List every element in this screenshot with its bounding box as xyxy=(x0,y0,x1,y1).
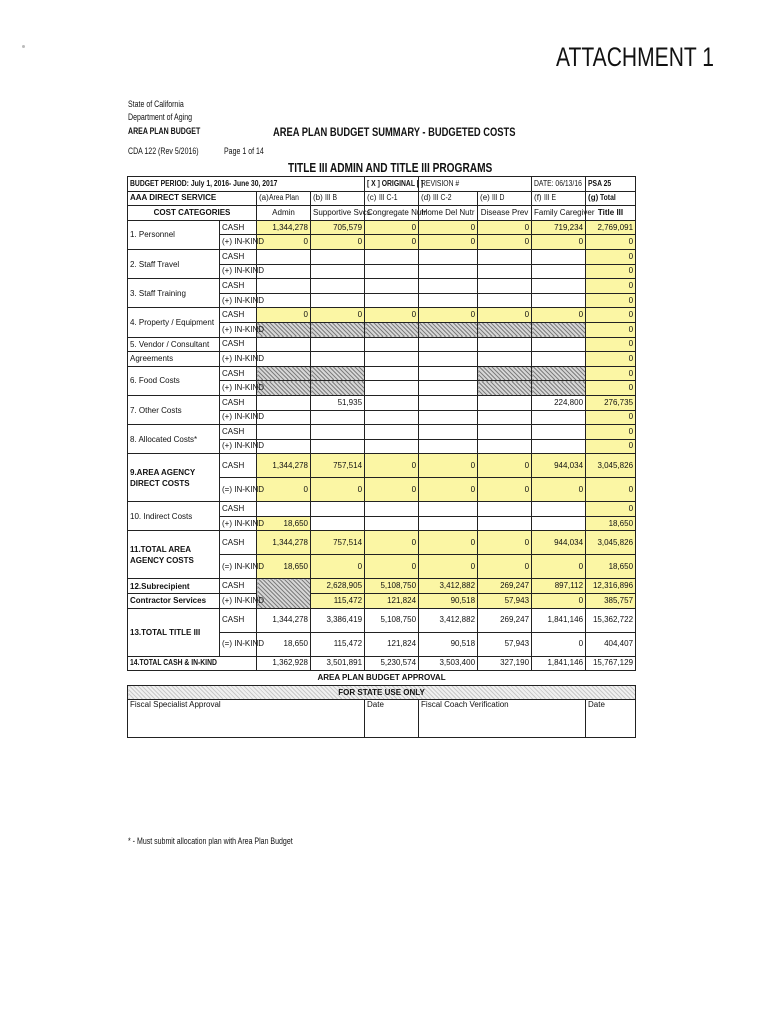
cell: 0 xyxy=(478,235,532,250)
col-f-header: (f) III E xyxy=(532,191,586,206)
cell: 15,362,722 xyxy=(586,608,636,632)
shaded-cell xyxy=(257,381,311,396)
cell: 57,943 xyxy=(478,594,532,609)
row-label-total-title3: 13.TOTAL TITLE III xyxy=(128,608,220,656)
date-field-2[interactable]: Date xyxy=(586,700,636,738)
row-label-subrecipient-2: Contractor Services xyxy=(128,594,220,609)
cell: 1,841,146 xyxy=(532,608,586,632)
cell: 0 xyxy=(478,531,532,555)
cell xyxy=(419,410,478,425)
cell xyxy=(257,264,311,279)
cell xyxy=(257,425,311,440)
cell xyxy=(365,366,419,381)
cell xyxy=(311,264,365,279)
inkind-label: (+) IN-KIND xyxy=(220,381,257,396)
cell xyxy=(532,249,586,264)
row-label-other: 7. Other Costs xyxy=(128,395,220,424)
row-subrecipient-cash xyxy=(128,579,636,594)
cell xyxy=(257,502,311,517)
cell: 0 xyxy=(586,439,636,454)
cell: 5,108,750 xyxy=(365,608,419,632)
cell xyxy=(257,249,311,264)
cell xyxy=(419,366,478,381)
cell xyxy=(257,395,311,410)
cell: 3,503,400 xyxy=(419,656,478,671)
cell: 224,800 xyxy=(532,395,586,410)
cell: 0 xyxy=(365,454,419,478)
cell: 3,412,882 xyxy=(419,608,478,632)
cell: 0 xyxy=(478,478,532,502)
cell: 0 xyxy=(478,308,532,323)
cell: 3,386,419 xyxy=(311,608,365,632)
cell xyxy=(419,425,478,440)
cell: 897,112 xyxy=(532,579,586,594)
cell xyxy=(478,425,532,440)
inkind-label: (=) IN-KIND xyxy=(220,478,257,502)
cell xyxy=(478,516,532,531)
row-other-cash xyxy=(128,395,636,410)
col-c-header: (c) III C-1 xyxy=(365,191,419,206)
cell: 0 xyxy=(586,352,636,367)
cell: 0 xyxy=(365,220,419,235)
cell xyxy=(311,352,365,367)
cell: 5,230,574 xyxy=(365,656,419,671)
cell: 15,767,129 xyxy=(586,656,636,671)
date: DATE: 06/13/16 xyxy=(532,177,586,192)
cell xyxy=(419,502,478,517)
row-label-vendor-2: Agreements xyxy=(128,352,220,367)
row-agency-costs-cash xyxy=(128,531,636,555)
cell: 2,769,091 xyxy=(586,220,636,235)
row-label-subrecipient: 12.Subrecipient xyxy=(128,579,220,594)
cell: 269,247 xyxy=(478,579,532,594)
cell: 0 xyxy=(586,502,636,517)
cell: 121,824 xyxy=(365,632,419,656)
col-c-sub: Congregate Nutr xyxy=(365,206,419,221)
meta-row xyxy=(128,177,636,192)
cell: 0 xyxy=(532,308,586,323)
col-a-header: (a) Area Plan xyxy=(257,191,311,206)
cell xyxy=(365,264,419,279)
fiscal-specialist-field[interactable]: Fiscal Specialist Approval xyxy=(128,700,365,738)
cat-header-2: COST CATEGORIES xyxy=(128,206,257,221)
row-label-indirect: 10. Indirect Costs xyxy=(128,502,220,531)
cell xyxy=(532,293,586,308)
cell xyxy=(257,410,311,425)
cell xyxy=(365,293,419,308)
inkind-label: (=) IN-KIND xyxy=(220,555,257,579)
row-grand-total xyxy=(128,656,636,671)
header-form-no: CDA 122 (Rev 5/2016) xyxy=(128,146,199,156)
cell xyxy=(478,279,532,294)
cell xyxy=(419,337,478,352)
cash-label: CASH xyxy=(220,579,257,594)
cell xyxy=(311,425,365,440)
cell: 719,234 xyxy=(532,220,586,235)
fiscal-coach-field[interactable]: Fiscal Coach Verification xyxy=(419,700,586,738)
shaded-cell xyxy=(478,366,532,381)
cash-label: CASH xyxy=(220,279,257,294)
cell: 327,190 xyxy=(478,656,532,671)
shaded-cell xyxy=(532,322,586,337)
original-flag: [ X ] ORIGINAL [ ] xyxy=(365,177,419,192)
cell: 5,108,750 xyxy=(365,579,419,594)
row-personnel-cash xyxy=(128,220,636,235)
state-use-banner: FOR STATE USE ONLY xyxy=(128,685,636,700)
cell: 2,628,905 xyxy=(311,579,365,594)
cell: 0 xyxy=(532,632,586,656)
cell xyxy=(311,410,365,425)
cell: 1,362,928 xyxy=(257,656,311,671)
cell xyxy=(419,395,478,410)
inkind-label: (+) IN-KIND xyxy=(220,352,257,367)
cell: 0 xyxy=(365,555,419,579)
cell: 0 xyxy=(311,478,365,502)
cell: 90,518 xyxy=(419,594,478,609)
approval-title: AREA PLAN BUDGET APPROVAL xyxy=(317,673,446,683)
cell xyxy=(419,381,478,396)
cell xyxy=(532,516,586,531)
cell xyxy=(532,439,586,454)
row-food-cash xyxy=(128,366,636,381)
col-b-sub: Supportive Svcs xyxy=(311,206,365,221)
cell xyxy=(257,337,311,352)
cell xyxy=(419,249,478,264)
cash-label: CASH xyxy=(220,454,257,478)
cell xyxy=(419,279,478,294)
column-header-row-1 xyxy=(128,191,636,206)
shaded-cell xyxy=(311,366,365,381)
cat-header-1: AAA DIRECT SERVICE xyxy=(128,191,257,206)
row-indirect-cash xyxy=(128,502,636,517)
col-d-header: (d) III C-2 xyxy=(419,191,478,206)
cell xyxy=(419,439,478,454)
cell: 757,514 xyxy=(311,531,365,555)
state-use-row xyxy=(128,685,636,700)
cell: 0 xyxy=(586,249,636,264)
cell: 0 xyxy=(419,308,478,323)
col-a-sub: Admin xyxy=(257,206,311,221)
cell xyxy=(257,439,311,454)
cell: 944,034 xyxy=(532,531,586,555)
inkind-label: (+) IN-KIND xyxy=(220,264,257,279)
cell: 0 xyxy=(478,220,532,235)
shaded-cell xyxy=(311,322,365,337)
cell: 0 xyxy=(586,293,636,308)
row-staff-travel-cash xyxy=(128,249,636,264)
cell: 404,407 xyxy=(586,632,636,656)
cell: 0 xyxy=(586,264,636,279)
cell: 115,472 xyxy=(311,632,365,656)
cell: 57,943 xyxy=(478,632,532,656)
cell xyxy=(365,425,419,440)
row-total-title3-cash xyxy=(128,608,636,632)
cell xyxy=(365,279,419,294)
cell xyxy=(257,279,311,294)
cell xyxy=(365,502,419,517)
cell: 18,650 xyxy=(257,632,311,656)
shaded-cell xyxy=(257,579,311,608)
row-label-direct-costs: 9.AREA AGENCY DIRECT COSTS xyxy=(128,454,220,502)
cell: 3,501,891 xyxy=(311,656,365,671)
cell: 0 xyxy=(532,594,586,609)
cell: 51,935 xyxy=(311,395,365,410)
cell: 0 xyxy=(365,235,419,250)
cell: 0 xyxy=(257,235,311,250)
cell: 0 xyxy=(586,366,636,381)
shaded-cell xyxy=(478,381,532,396)
cell xyxy=(419,293,478,308)
cell xyxy=(365,352,419,367)
row-vendor-inkind xyxy=(128,352,636,367)
cell: 0 xyxy=(586,478,636,502)
cell: 0 xyxy=(586,410,636,425)
cell: 18,650 xyxy=(257,516,311,531)
date-field-1[interactable]: Date xyxy=(365,700,419,738)
cash-label: CASH xyxy=(220,220,257,235)
inkind-label: (+) IN-KIND xyxy=(220,293,257,308)
shaded-cell xyxy=(365,322,419,337)
cell: 0 xyxy=(365,531,419,555)
cell xyxy=(311,439,365,454)
cell: 0 xyxy=(532,478,586,502)
cell: 1,344,278 xyxy=(257,608,311,632)
cash-label: CASH xyxy=(220,502,257,517)
cell xyxy=(478,264,532,279)
row-label-allocated: 8. Allocated Costs* xyxy=(128,425,220,454)
cell: 3,045,826 xyxy=(586,531,636,555)
cell: 0 xyxy=(586,322,636,337)
cell xyxy=(365,337,419,352)
cell: 90,518 xyxy=(419,632,478,656)
cell xyxy=(419,264,478,279)
cell xyxy=(311,502,365,517)
cell xyxy=(365,395,419,410)
cell xyxy=(478,293,532,308)
col-e-sub: Disease Prev xyxy=(478,206,532,221)
cell xyxy=(532,352,586,367)
cell: 0 xyxy=(532,235,586,250)
cell: 0 xyxy=(311,235,365,250)
page-title: AREA PLAN BUDGET SUMMARY - BUDGETED COSTS xyxy=(273,125,516,139)
cell: 0 xyxy=(419,235,478,250)
col-d-sub: Home Del Nutr xyxy=(419,206,478,221)
cell: 1,344,278 xyxy=(257,220,311,235)
cash-label: CASH xyxy=(220,366,257,381)
cell: 0 xyxy=(586,279,636,294)
cell xyxy=(311,279,365,294)
inkind-label: (+) IN-KIND xyxy=(220,410,257,425)
shaded-cell xyxy=(311,381,365,396)
shaded-cell xyxy=(532,366,586,381)
inkind-label: (+) IN-KIND xyxy=(220,594,257,609)
revision: REVISION # xyxy=(419,177,532,192)
cell xyxy=(365,439,419,454)
cash-label: CASH xyxy=(220,608,257,632)
cell: 0 xyxy=(419,454,478,478)
row-subrecipient-inkind xyxy=(128,594,636,609)
header-state: State of California xyxy=(128,99,184,109)
row-vendor-cash xyxy=(128,337,636,352)
col-g-sub: Title III xyxy=(586,206,636,221)
cell: 0 xyxy=(419,220,478,235)
row-allocated-cash xyxy=(128,425,636,440)
budget-period: BUDGET PERIOD: July 1, 2016- June 30, 2017 xyxy=(128,177,365,192)
cell: 0 xyxy=(586,308,636,323)
cell: 0 xyxy=(365,478,419,502)
inkind-label: (+) IN-KIND xyxy=(220,322,257,337)
cell xyxy=(532,425,586,440)
shaded-cell xyxy=(257,322,311,337)
cell: 0 xyxy=(365,308,419,323)
cell xyxy=(478,395,532,410)
cell xyxy=(311,337,365,352)
cell xyxy=(257,293,311,308)
cell: 0 xyxy=(419,478,478,502)
row-label-staff-travel: 2. Staff Travel xyxy=(128,249,220,278)
header-page: Page 1 of 14 xyxy=(224,146,264,156)
psa: PSA 25 xyxy=(586,177,636,192)
cell: 3,412,882 xyxy=(419,579,478,594)
cell: 0 xyxy=(311,308,365,323)
cell xyxy=(478,352,532,367)
row-label-personnel: 1. Personnel xyxy=(128,220,220,249)
cell xyxy=(365,410,419,425)
cell xyxy=(311,516,365,531)
row-label-grand-total: 14.TOTAL CASH & IN-KIND xyxy=(128,656,257,671)
row-label-vendor: 5. Vendor / Consultant xyxy=(128,337,220,352)
cell: 0 xyxy=(586,381,636,396)
cell xyxy=(311,293,365,308)
header-dept: Department of Aging xyxy=(128,112,193,122)
cell: 0 xyxy=(419,555,478,579)
cell: 3,045,826 xyxy=(586,454,636,478)
cell xyxy=(257,352,311,367)
row-direct-costs-cash xyxy=(128,454,636,478)
budget-table xyxy=(127,176,636,738)
cell: 18,650 xyxy=(257,555,311,579)
inkind-label: (+) IN-KIND xyxy=(220,439,257,454)
shaded-cell xyxy=(257,366,311,381)
row-label-property: 4. Property / Equipment xyxy=(128,308,220,337)
cell xyxy=(478,502,532,517)
cell: 0 xyxy=(257,478,311,502)
cell: 115,472 xyxy=(311,594,365,609)
cell xyxy=(419,516,478,531)
cell: 944,034 xyxy=(532,454,586,478)
scan-speck xyxy=(22,45,25,48)
footnote: * - Must submit allocation plan with Area Plan Budget xyxy=(128,836,293,846)
cell xyxy=(311,249,365,264)
cell: 1,344,278 xyxy=(257,531,311,555)
cell xyxy=(365,381,419,396)
row-label-agency-costs: 11.TOTAL AREA AGENCY COSTS xyxy=(128,531,220,579)
cell: 0 xyxy=(419,531,478,555)
row-label-food: 6. Food Costs xyxy=(128,366,220,395)
col-g-header: (g) Total xyxy=(586,191,636,206)
row-label-staff-training: 3. Staff Training xyxy=(128,279,220,308)
shaded-cell xyxy=(419,322,478,337)
cash-label: CASH xyxy=(220,425,257,440)
cell xyxy=(365,249,419,264)
cell xyxy=(532,264,586,279)
cell xyxy=(532,337,586,352)
inkind-label: (=) IN-KIND xyxy=(220,632,257,656)
cell: 12,316,896 xyxy=(586,579,636,594)
inkind-label: (+) IN-KIND xyxy=(220,235,257,250)
cash-label: CASH xyxy=(220,531,257,555)
cell xyxy=(419,352,478,367)
cell: 0 xyxy=(478,454,532,478)
col-e-header: (e) III D xyxy=(478,191,532,206)
cell: 0 xyxy=(478,555,532,579)
approval-row xyxy=(128,700,636,738)
cell: 276,735 xyxy=(586,395,636,410)
column-header-row-2 xyxy=(128,206,636,221)
cell: 0 xyxy=(586,235,636,250)
cell xyxy=(532,410,586,425)
attachment-label: ATTACHMENT 1 xyxy=(556,42,714,72)
cell: 757,514 xyxy=(311,454,365,478)
cell xyxy=(532,502,586,517)
shaded-cell xyxy=(478,322,532,337)
cell xyxy=(478,439,532,454)
row-property-cash xyxy=(128,308,636,323)
cell: 121,824 xyxy=(365,594,419,609)
page-subtitle: TITLE III ADMIN AND TITLE III PROGRAMS xyxy=(288,160,493,175)
cell: 1,841,146 xyxy=(532,656,586,671)
row-staff-training-cash xyxy=(128,279,636,294)
cell: 269,247 xyxy=(478,608,532,632)
cell xyxy=(532,279,586,294)
inkind-label: (+) IN-KIND xyxy=(220,516,257,531)
cash-label: CASH xyxy=(220,337,257,352)
cell: 18,650 xyxy=(586,516,636,531)
cell: 0 xyxy=(257,308,311,323)
cash-label: CASH xyxy=(220,395,257,410)
cell: 1,344,278 xyxy=(257,454,311,478)
cell: 705,579 xyxy=(311,220,365,235)
cell: 385,757 xyxy=(586,594,636,609)
cash-label: CASH xyxy=(220,249,257,264)
col-b-header: (b) III B xyxy=(311,191,365,206)
cell: 0 xyxy=(532,555,586,579)
cash-label: CASH xyxy=(220,308,257,323)
cell xyxy=(478,249,532,264)
cell: 0 xyxy=(311,555,365,579)
col-f-sub: Family Caregiver xyxy=(532,206,586,221)
cell: 18,650 xyxy=(586,555,636,579)
approval-title-row xyxy=(128,671,636,686)
header-form-name: AREA PLAN BUDGET xyxy=(128,126,201,136)
cell xyxy=(478,410,532,425)
cell xyxy=(478,337,532,352)
cell xyxy=(365,516,419,531)
shaded-cell xyxy=(532,381,586,396)
cell: 0 xyxy=(586,425,636,440)
cell: 0 xyxy=(586,337,636,352)
